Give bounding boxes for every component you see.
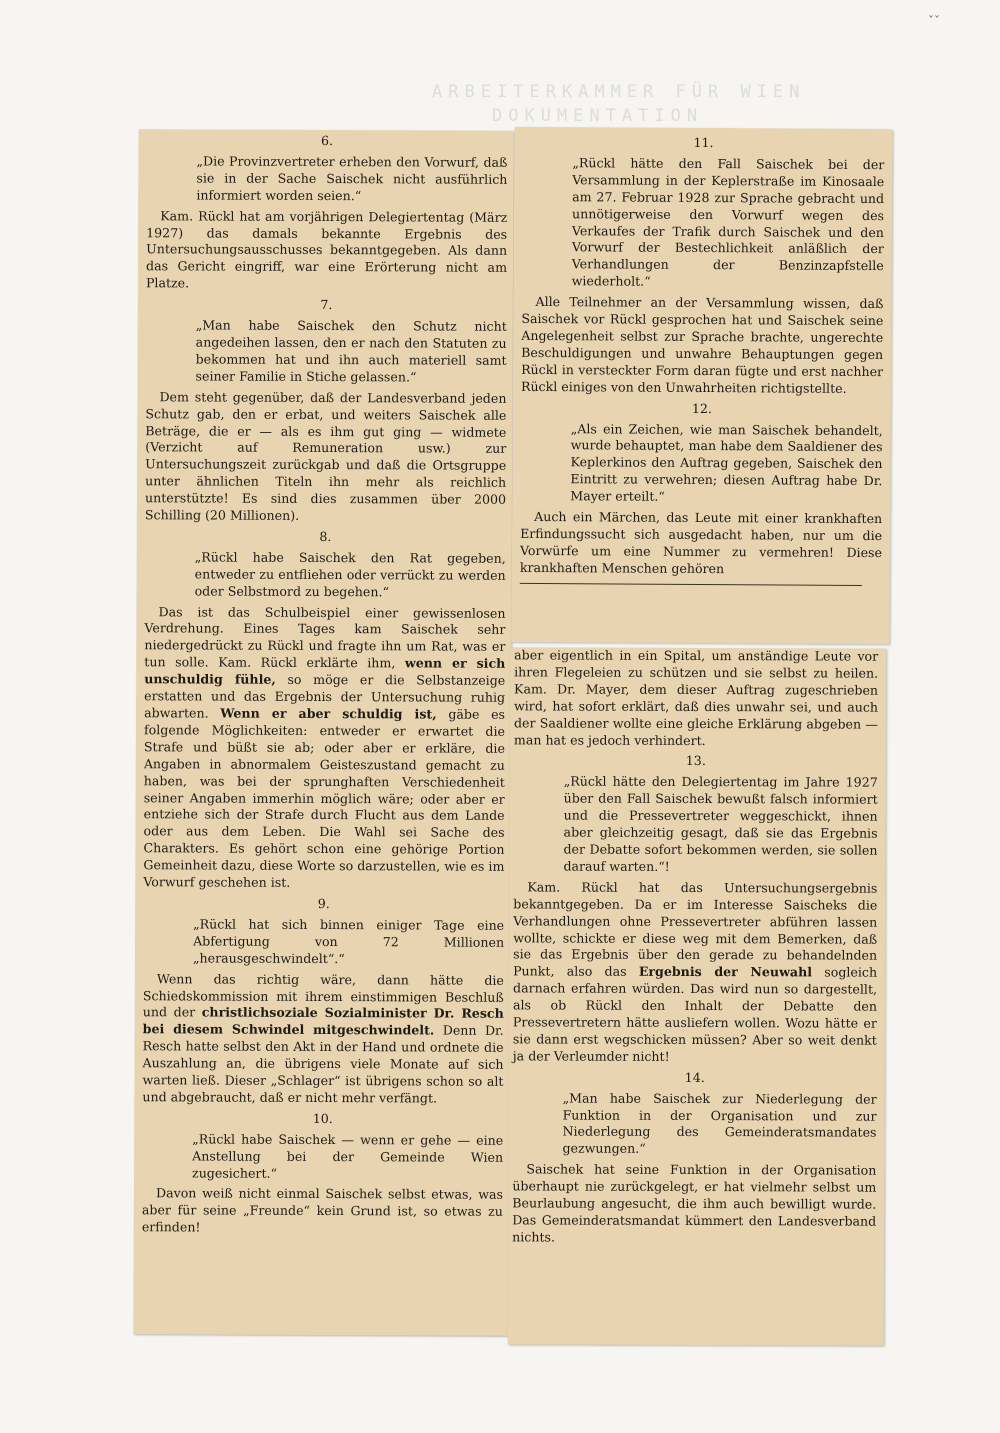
newspaper-clipping-right-bottom xyxy=(508,647,886,1345)
body-text: so möge er die Selbstanzeige erstatten und das Ergebnis der Untersuchung ruhig abwarten. xyxy=(144,672,506,721)
body-text: Kam. Rückl hat das Untersuchungsergebnis bekanntgegeben. Da er im Interesse Saischeks die Verhandlungen ohne Pressevertreter abführen lassen wollte, schickte er diese weg mit dem Bemerken, daß sie das Ergebnis über den gerade zu behandelnden Punkt, also das xyxy=(513,879,878,980)
section-number: 9. xyxy=(317,895,330,911)
body-text: sogleich darnach erfahren würden. Das wird nun so dargestellt, als ob Rückl den Inhalt der Debatte den Pressevertretern hätte ausliefern wollen. Wozu hätte er sie dann erst wegschicken müssen? Aber so weit denkt ja der Verleumder nicht! xyxy=(512,964,878,1064)
body-text: Denn Dr. Resch hatte selbst den Akt in der Hand und ordnete die Auszahlung an, die übrigens viele Monate auf sich warten ließ. Dieser „Schlager“ ist übrigens schon so alt und abgebraucht, daß er nicht mehr verfängt. xyxy=(142,1022,504,1106)
section-quote: „Man habe Saischek zur Niederlegung der Funktion in der Organisation und zur Niederlegung des Gemeinderatsmandates gezwungen.“ xyxy=(562,1090,877,1157)
section-body: Dem steht gegenüber, daß der Landesverband jeden Schutz gab, den er erbat, und weiters Saischek alle Beträge, die er — als es ihm gut ging — widmete (Verzicht auf Remuneration usw.) zur Untersuchungszeit zurückgab und daß die Ortsgruppe unter ähnlichen Titeln ihn mehr als reichlich unterstützte! Es sind dies zusammen über 2000 Schilling (20 Millionen). xyxy=(144,388,507,523)
section-number: 13. xyxy=(685,753,706,769)
section-body: Kam. Rückl hat am vorjährigen Delegiertentag (März 1927) das damals bekannte Ergebnis des Untersuchungsausschusses bekanntgegeben. Als dann das Gericht eingriff, war eine Erörterung nicht am Platze. xyxy=(145,207,508,291)
section-body: Saischek hat seine Funktion in der Organisation überhaupt nie zurückgelegt, er hat vielmehr selbst um Beurlaubung angesucht, die ihm auch bewilligt wurde. Das Gemeinderatsmandat kümmert den Landesverband nichts. xyxy=(512,1161,877,1245)
bold-text: wenn er sich unschuldig fühle, xyxy=(144,655,506,687)
archive-stamp-line2: DOKUMENTATION xyxy=(492,106,704,126)
section-number: 6. xyxy=(321,132,334,149)
section-number: 14. xyxy=(684,1069,705,1085)
section-quote: „Rückl habe Saischek — wenn er gehe — eine Anstellung bei der Gemeinde Wien zugesichert.“ xyxy=(192,1131,504,1181)
section-body xyxy=(513,879,878,1066)
section-body: Davon weiß nicht einmal Saischek selbst etwas, was aber für seine „Freunde“ kein Grund ist, so etwas zu erfinden! xyxy=(141,1185,504,1235)
section-quote: „Rückl hat sich binnen einiger Tage eine Abfertigung von 72 Millionen „herausgeschwindelt“.“ xyxy=(192,916,505,966)
section-number: 10. xyxy=(312,1110,333,1126)
section-quote: „Die Provinzvertreter erheben den Vorwurf, daß sie in der Sache Saischek nicht ausführlich informiert worden seien.“ xyxy=(196,153,508,203)
section-number: 12. xyxy=(691,400,712,416)
section-number: 11. xyxy=(693,134,714,151)
section-quote: „Rückl hätte den Delegiertentag im Jahre 1927 über den Fall Saischek bewußt falsch informiert und die Pressevertreter weggeschickt, ihnen aber gleichzeitig gesagt, daß sie das Ergebnis der Debatte sofort bekommen werden, sie sollen darauf warten.“! xyxy=(563,773,878,874)
body-text: gäbe es folgende Möglichkeiten: entweder er erwartet die Strafe und büßt sie ab; oder aber er erkläre, die Angaben in abnormalem Geisteszustand gemacht zu haben, was bei der sprunghaften Verschiedenheit seiner Angaben immerhin möglich wäre; oder aber er entziehe sich der Strafe durch Flucht aus dem Lande oder aus dem Leben. Die Wahl sei Sache des Charakters. Es gehört schon eine gehörige Portion Gemeinheit dazu, diese Worte so darzustellen, wie es im Vorwurf geschehen ist. xyxy=(143,706,506,890)
bold-text: christlichsoziale Sozialminister Dr. Resch bei diesem Schwindel mitgeschwindelt. xyxy=(142,1004,504,1038)
continuation-text: aber eigentlich in ein Spital, um anständige Leute vor ihren Flegeleien zu schützen und sie selbst zu heilen. Kam. Dr. Mayer, dem dieser Auftrag zugeschrieben wird, hat sofort erklärt, daß dies unwahr sei, und auch der Saaldiener wollte eine gleiche Erklärung abgeben — man hat es jedoch verhindert. xyxy=(513,647,879,748)
section-number: 8. xyxy=(319,528,332,544)
corner-mark: ˇˇ xyxy=(928,14,940,28)
cut-line xyxy=(520,583,862,586)
newspaper-clipping-left xyxy=(133,129,513,1336)
section-body xyxy=(142,971,504,1108)
body-text: Wenn das richtig wäre, dann hätte die Schiedskommission mit ihrem einstimmigen Beschluß und der xyxy=(142,970,504,1020)
archive-stamp xyxy=(432,80,852,128)
section-quote: „Als ein Zeichen, wie man Saischek behandelt, wurde behauptet, man habe dem Saaldiener des Keplerkinos den Auftrag gegeben, Saischek den Eintritt zu verwehren; diesen Auftrag habe Dr. Mayer erteilt.“ xyxy=(570,420,883,504)
section-body xyxy=(143,604,505,893)
archive-stamp-line1: ARBEITERKAMMER FÜR WIEN xyxy=(432,82,806,102)
bold-text: Wenn er aber schuldig ist, xyxy=(220,705,437,722)
section-quote: „Rückl hätte den Fall Saischek bei der Versammlung in der Keplerstraße im Kinosaale am 27. Februar 1928 zur Sprache gebracht und unnötigerweise den Vorwurf wegen des Verkaufes der Trafik durch Saischek und den Vorwurf der Bestechlichkeit anläßlich der Verhandlungen der Benzinzapfstelle wiederholt.“ xyxy=(571,155,885,289)
section-number: 7. xyxy=(320,297,333,313)
section-quote: „Rückl habe Saischek den Rat gegeben, entweder zu entfliehen oder verrückt zu werden oder Selbstmord zu begehen.“ xyxy=(194,549,506,599)
section-quote: „Man habe Saischek den Schutz nicht angedeihen lassen, den er nach den Statuten zu bekommen hat und ihn auch materiell samt seiner Familie in Stiche gelassen.“ xyxy=(195,317,507,385)
section-body: Alle Teilnehmer an der Versammlung wissen, daß Saischek vor Rückl gesprochen hat und Saischek seine Angelegenheit selbst zur Sprache brachte, ungerechte Beschuldigungen und unwahre Behauptungen gegen Rückl in versteckter Form daran fügte und erst nachher Rückl einiges von den Unwahrheiten richtigstellte. xyxy=(520,294,884,396)
section-body: Auch ein Märchen, das Leute mit einer krankhaften Erfindungssucht sich ausgedacht haben, nur um die Vorwürfe um eine Nummer zu vermehren! Diese krankhaften Menschen gehören xyxy=(519,509,883,576)
bold-text: Ergebnis der Neuwahl xyxy=(638,964,813,980)
body-text: Das ist das Schulbeispiel einer gewissenlosen Verdrehung. Eines Tages kam Saischek sehr niedergedrückt zu Rückl und fragte ihn um Rat, was er tun solle. Kam. Rückl erklärte ihm, xyxy=(144,603,506,671)
newspaper-clipping-right-top xyxy=(511,127,892,644)
